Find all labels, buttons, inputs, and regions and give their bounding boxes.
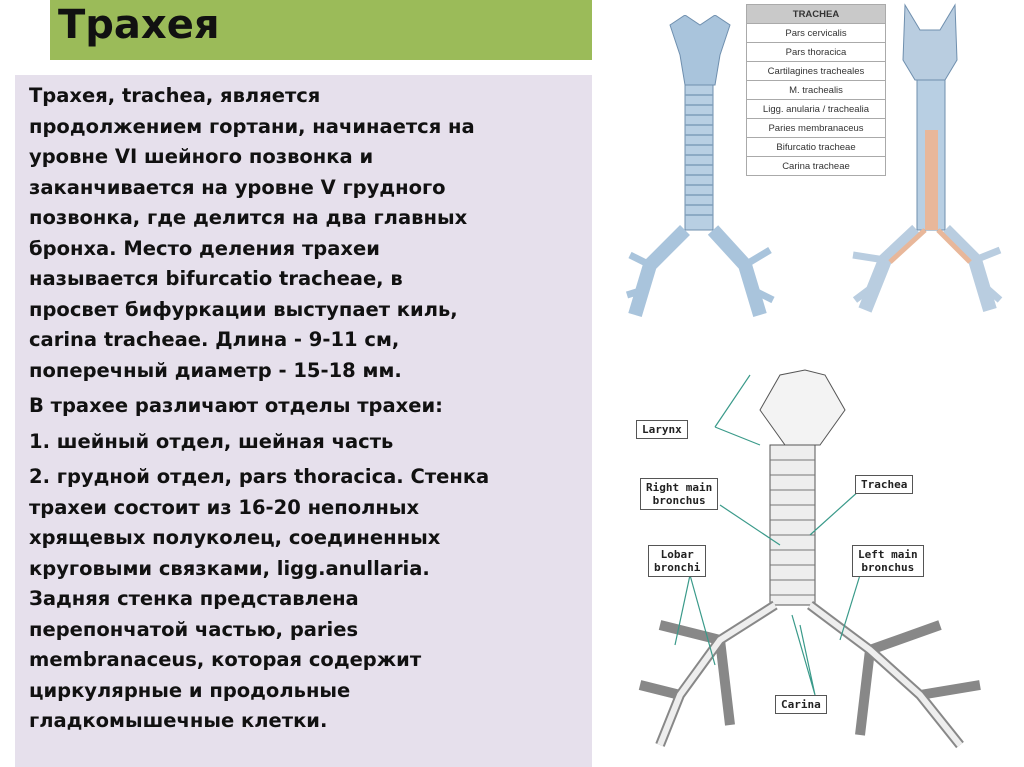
text-line: циркулярные и продольные bbox=[29, 678, 351, 702]
label-line: bronchus bbox=[861, 561, 915, 574]
table-row: M. trachealis bbox=[747, 81, 886, 100]
text-box bbox=[15, 75, 592, 767]
label-line: bronchus bbox=[652, 494, 706, 507]
text-line: продолжением гортани, начинается на bbox=[29, 114, 475, 138]
label-left-main-bronchus bbox=[852, 545, 924, 577]
table-row: Pars cervicalis bbox=[747, 24, 886, 43]
text-line: гладкомышечные клетки. bbox=[29, 709, 328, 732]
label-right-main-bronchus bbox=[640, 478, 718, 510]
text-line: хрящевых полуколец, соединенных bbox=[29, 526, 441, 549]
text-line: заканчивается на уровне V грудного bbox=[29, 175, 446, 199]
label-trachea: Trachea bbox=[855, 475, 913, 494]
text-line: поперечный диаметр - 15-18 мм. bbox=[29, 358, 402, 382]
text-line: В трахее различают отделы трахеи: bbox=[29, 394, 443, 417]
text-line: позвонка, где делится на два главных bbox=[29, 206, 468, 229]
text-line: трахеи состоит из 16-20 неполных bbox=[29, 495, 420, 519]
label-line: bronchi bbox=[654, 561, 701, 574]
trachea-posterior-illustration bbox=[845, 0, 1005, 360]
title-bar bbox=[50, 0, 592, 60]
text-line: перепончатой частью, paries bbox=[29, 617, 359, 641]
text-line: круговыми связками, ligg.anullaria. bbox=[29, 556, 430, 580]
label-line: Left main bbox=[858, 548, 918, 561]
text-line: уровне VI шейного позвонка и bbox=[29, 145, 374, 168]
text-line: carina tracheae. Длина - 9-11 см, bbox=[29, 328, 400, 351]
text-line: бронха. Место деления трахеи bbox=[29, 236, 380, 260]
table-header: TRACHEA bbox=[747, 5, 886, 24]
table-row: Ligg. anularia / trachealia bbox=[747, 100, 886, 119]
label-line: Right main bbox=[646, 481, 713, 494]
text-line: просвет бифуркации выступает киль, bbox=[29, 297, 458, 321]
label-line: Lobar bbox=[660, 548, 694, 561]
table-row: Carina tracheae bbox=[747, 157, 886, 176]
table-row: Pars thoracica bbox=[747, 43, 886, 62]
text-line: 2. грудной отдел, pars thoracica. Стенка bbox=[29, 465, 490, 488]
table-row: Bifurcatio tracheae bbox=[747, 138, 886, 157]
label-lobar-bronchi bbox=[648, 545, 706, 577]
label-carina: Carina bbox=[775, 695, 827, 714]
table-row: Paries membranaceus bbox=[747, 119, 886, 138]
label-larynx: Larynx bbox=[636, 420, 688, 439]
text-line: membranaceus, которая содержит bbox=[29, 648, 422, 671]
text-line: Задняя стенка представлена bbox=[29, 587, 359, 610]
text-line: Трахея, trachea, является bbox=[29, 84, 321, 107]
text-line: называется bifurcatio tracheae, в bbox=[29, 267, 403, 290]
table-row: Cartilagines tracheales bbox=[747, 62, 886, 81]
slide-title: Трахея bbox=[58, 2, 220, 48]
body-text bbox=[29, 81, 489, 737]
text-line: 1. шейный отдел, шейная часть bbox=[29, 429, 394, 453]
